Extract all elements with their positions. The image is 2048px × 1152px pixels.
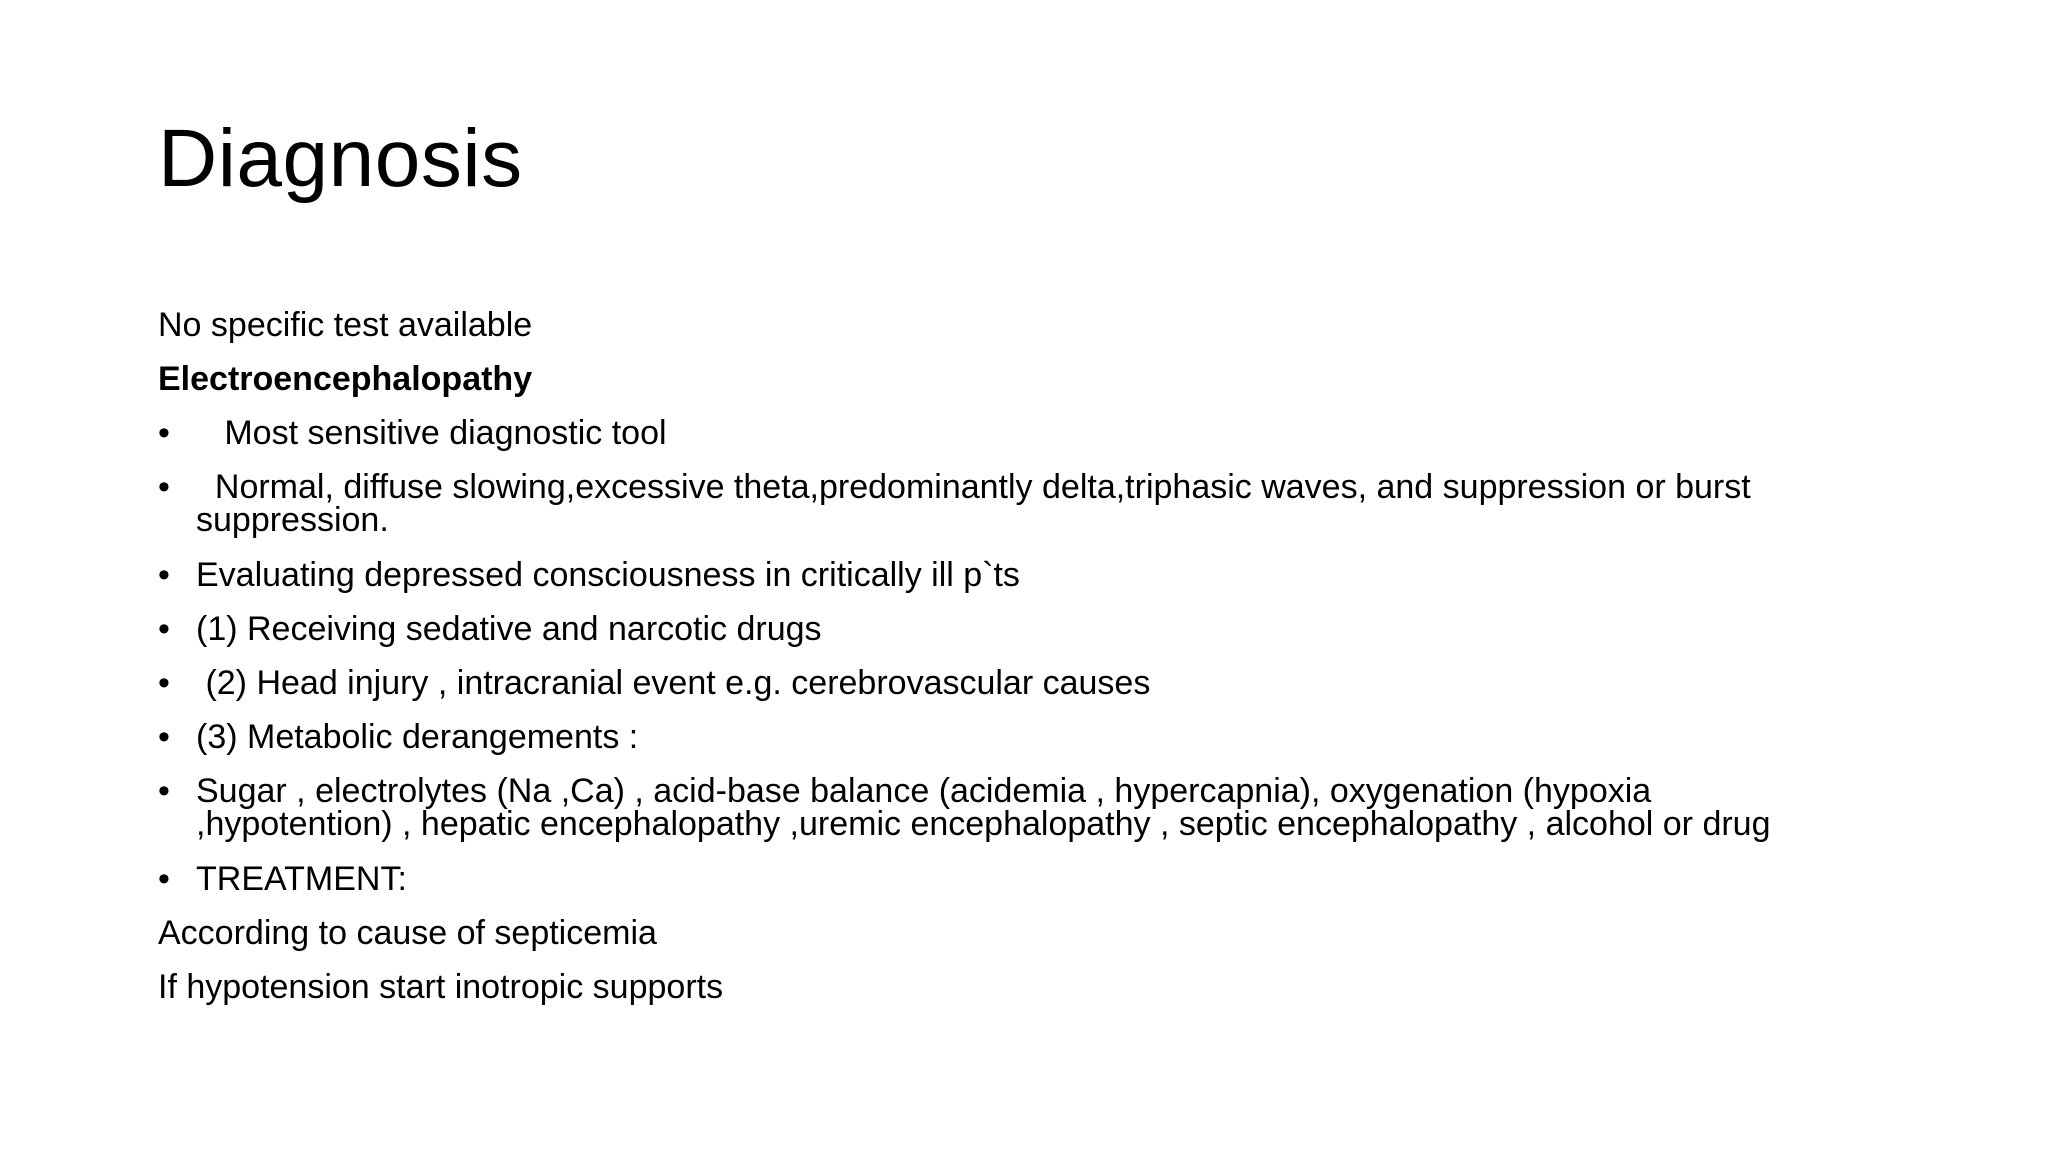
bullet-text: Sugar , electrolytes (Na ,Ca) , acid-base balance (acidemia , hypercapnia), oxygenation (hypoxia <box>196 772 1652 810</box>
bullet-text: Most sensitive diagnostic tool <box>196 414 667 452</box>
bullet-marker: • <box>158 664 170 702</box>
bullet-text: Normal, diffuse slowing,excessive theta,predominantly delta,triphasic waves, and suppression or burst <box>196 468 1751 506</box>
bullet-marker: • <box>158 414 170 452</box>
bullet-text-continued: suppression. <box>196 501 389 539</box>
bullet-marker: • <box>158 468 170 506</box>
slide-title: Diagnosis <box>158 113 523 204</box>
bullet-text: Evaluating depressed consciousness in critically ill p`ts <box>196 556 1020 594</box>
subheading: Electroencephalopathy <box>158 360 533 398</box>
bullet-text: (3) Metabolic derangements : <box>196 718 639 756</box>
bullet-marker: • <box>158 772 170 810</box>
intro-text: No specific test available <box>158 306 533 344</box>
bullet-text: TREATMENT: <box>196 860 407 898</box>
closing-text: If hypotension start inotropic supports <box>158 968 724 1006</box>
closing-text: According to cause of septicemia <box>158 914 657 952</box>
bullet-marker: • <box>158 610 170 648</box>
bullet-marker: • <box>158 556 170 594</box>
bullet-marker: • <box>158 860 170 898</box>
bullet-text: (1) Receiving sedative and narcotic drugs <box>196 610 822 648</box>
bullet-text: (2) Head injury , intracranial event e.g. cerebrovascular causes <box>196 664 1151 702</box>
bullet-marker: • <box>158 718 170 756</box>
bullet-text-continued: ,hypotention) , hepatic encephalopathy ,uremic encephalopathy , septic encephalopathy , alcohol or drug <box>196 805 1771 843</box>
